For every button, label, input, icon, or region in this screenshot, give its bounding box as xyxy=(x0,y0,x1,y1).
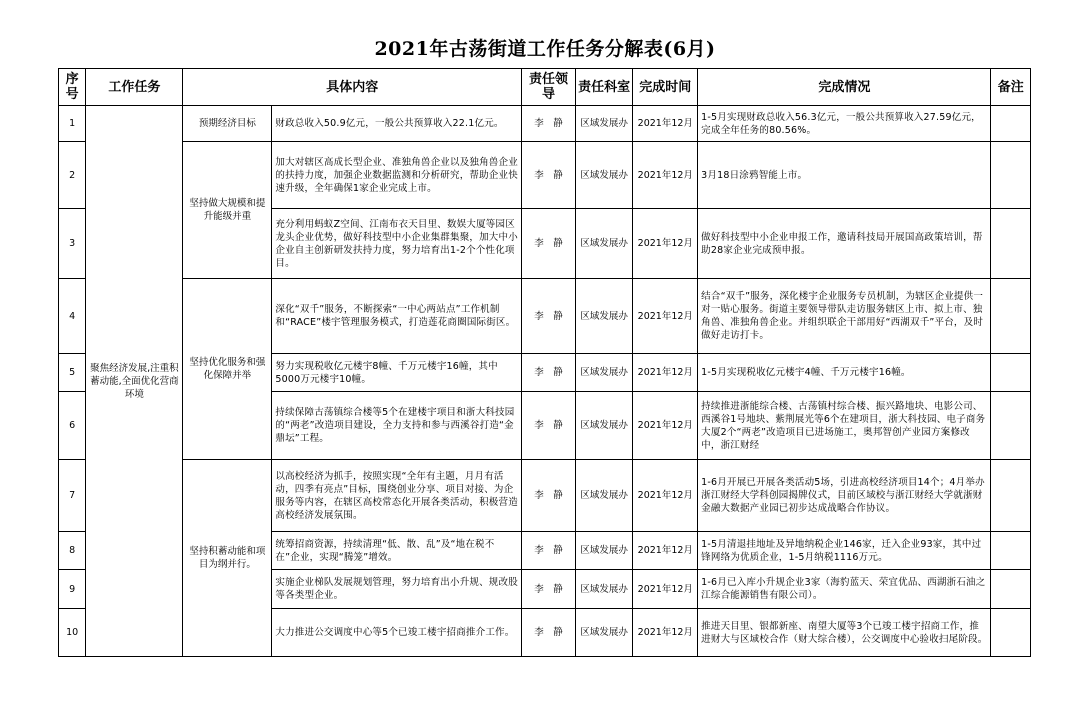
row-status: 持续推进浙能综合楼、古荡镇村综合楼、振兴路地块、电影公司、西溪谷1号地块、紫荆展光等6个在建项目，浙大科技园、电子商务大厦2个“两老”改造项目已进场施工，奥邦智创产业园方案修改中，浙江财经 xyxy=(698,392,991,460)
row-remark xyxy=(991,106,1031,142)
row-dept: 区域发展办 xyxy=(575,609,633,657)
row-seq: 4 xyxy=(59,279,86,354)
row-dept: 区域发展办 xyxy=(575,460,633,532)
header-remark: 备注 xyxy=(991,69,1031,106)
row-time: 2021年12月 xyxy=(633,279,698,354)
header-time: 完成时间 xyxy=(633,69,698,106)
header-leader: 责任领导 xyxy=(522,69,576,106)
row-status: 1-5月实现税收亿元楼宇4幢、千万元楼宇16幢。 xyxy=(698,354,991,392)
header-content: 具体内容 xyxy=(183,69,522,106)
row-content: 以高校经济为抓手，按照实现“全年有主题，月月有活动，四季有亮点”目标，围绕创业分享、项目对接、为企服务等内容，在辖区高校常态化开展各类活动，积极营造高校经济发展氛围。 xyxy=(272,460,522,532)
row-content: 充分利用蚂蚁Z空间、江南布衣天目里、数娱大厦等园区龙头企业优势，做好科技型中小企业集群集聚，加大中小企业自主创新研发扶持力度，努力培育出1-2个个性化项目。 xyxy=(272,209,522,279)
row-dept: 区域发展办 xyxy=(575,279,633,354)
row-status: 3月18日涂鸦智能上市。 xyxy=(698,142,991,209)
row-time: 2021年12月 xyxy=(633,142,698,209)
row-seq: 1 xyxy=(59,106,86,142)
row-dept: 区域发展办 xyxy=(575,392,633,460)
row-leader: 李 静 xyxy=(522,570,576,609)
row-remark xyxy=(991,354,1031,392)
row-content: 努力实现税收亿元楼宇8幢、千万元楼宇16幢，其中5000万元楼宇10幢。 xyxy=(272,354,522,392)
row-content: 深化“双千”服务，不断探索“一中心两站点”工作机制和“RACE”楼宇管理服务模式，打造莲花商圈国际街区。 xyxy=(272,279,522,354)
row-time: 2021年12月 xyxy=(633,532,698,570)
row-seq: 8 xyxy=(59,532,86,570)
row-seq: 9 xyxy=(59,570,86,609)
row-dept: 区域发展办 xyxy=(575,532,633,570)
row-remark xyxy=(991,279,1031,354)
row-leader: 李 静 xyxy=(522,354,576,392)
row-time: 2021年12月 xyxy=(633,354,698,392)
row-status: 推进天目里、银都新座、南望大厦等3个已竣工楼宇招商工作，推进财大与区域校合作（财大综合楼），公交调度中心验收扫尾阶段。 xyxy=(698,609,991,657)
row-leader: 李 静 xyxy=(522,532,576,570)
subtask-cell: 坚持优化服务和强化保障并举 xyxy=(183,279,272,460)
row-content: 统筹招商资源，持续清理“低、散、乱”及“地在税不在”企业，实现“腾笼”增效。 xyxy=(272,532,522,570)
row-leader: 李 静 xyxy=(522,209,576,279)
row-dept: 区域发展办 xyxy=(575,142,633,209)
row-remark xyxy=(991,460,1031,532)
row-time: 2021年12月 xyxy=(633,609,698,657)
row-status: 1-5月实现财政总收入56.3亿元，一般公共预算收入27.59亿元，完成全年任务的80.56%。 xyxy=(698,106,991,142)
subtask-cell: 预期经济目标 xyxy=(183,106,272,142)
row-remark xyxy=(991,532,1031,570)
header-task: 工作任务 xyxy=(86,69,183,106)
row-content: 大力推进公交调度中心等5个已竣工楼宇招商推介工作。 xyxy=(272,609,522,657)
row-content: 实施企业梯队发展规划管理，努力培育出小升规、规改股等各类型企业。 xyxy=(272,570,522,609)
row-seq: 2 xyxy=(59,142,86,209)
page-title: 2021年古荡街道工作任务分解表(6月) xyxy=(374,38,716,60)
row-remark xyxy=(991,570,1031,609)
row-time: 2021年12月 xyxy=(633,209,698,279)
header-seq: 序号 xyxy=(59,69,86,106)
table-row xyxy=(59,279,1031,354)
subtask-cell: 坚持做大规模和提升能级并重 xyxy=(183,142,272,279)
row-content: 财政总收入50.9亿元，一般公共预算收入22.1亿元。 xyxy=(272,106,522,142)
row-content: 持续保障古荡镇综合楼等5个在建楼宇项目和浙大科技园的“两老”改造项目建设，全力支持和参与西溪谷打造“金鼎坛”工程。 xyxy=(272,392,522,460)
row-seq: 3 xyxy=(59,209,86,279)
row-leader: 李 静 xyxy=(522,392,576,460)
row-content: 加大对辖区高成长型企业、准独角兽企业以及独角兽企业的扶持力度，加强企业数据监测和分析研究，帮助企业快速升级，全年确保1家企业完成上市。 xyxy=(272,142,522,209)
row-time: 2021年12月 xyxy=(633,106,698,142)
row-leader: 李 静 xyxy=(522,142,576,209)
row-leader: 李 静 xyxy=(522,106,576,142)
subtask-cell: 坚持积蓄动能和项目为纲并行。 xyxy=(183,460,272,657)
header-row xyxy=(59,69,1031,106)
row-dept: 区域发展办 xyxy=(575,106,633,142)
row-leader: 李 静 xyxy=(522,460,576,532)
row-dept: 区域发展办 xyxy=(575,209,633,279)
header-status: 完成情况 xyxy=(698,69,991,106)
main-task-cell: 聚焦经济发展,注重积蓄动能,全面优化营商环境 xyxy=(86,106,183,657)
header-dept: 责任科室 xyxy=(575,69,633,106)
row-seq: 7 xyxy=(59,460,86,532)
table-row xyxy=(59,142,1031,209)
row-status: 1-6月已入库小升规企业3家（海豹蓝天、荣宜优品、西湖浙石油之江综合能源销售有限公司）。 xyxy=(698,570,991,609)
row-seq: 10 xyxy=(59,609,86,657)
row-dept: 区域发展办 xyxy=(575,570,633,609)
row-time: 2021年12月 xyxy=(633,392,698,460)
table-row xyxy=(59,106,1031,142)
table-row xyxy=(59,460,1031,532)
task-table xyxy=(58,68,1031,657)
row-status: 做好科技型中小企业申报工作，邀请科技局开展国高政策培训，帮助28家企业完成预申报。 xyxy=(698,209,991,279)
row-seq: 6 xyxy=(59,392,86,460)
row-status: 结合“双千”服务，深化楼宇企业服务专员机制，为辖区企业提供一对一贴心服务。街道主要领导带队走访服务辖区上市、拟上市、独角兽、准独角兽企业。并组织联企干部用好“西湖双千”平台，及时做好走访打卡。 xyxy=(698,279,991,354)
row-remark xyxy=(991,209,1031,279)
row-leader: 李 静 xyxy=(522,609,576,657)
row-status: 1-5月清退挂地址及异地纳税企业146家，迁入企业93家，其中过锋网络为优质企业，1-5月纳税1116万元。 xyxy=(698,532,991,570)
row-time: 2021年12月 xyxy=(633,570,698,609)
row-seq: 5 xyxy=(59,354,86,392)
row-leader: 李 静 xyxy=(522,279,576,354)
row-status: 1-6月开展已开展各类活动5场，引进高校经济项目14个；4月举办浙江财经大学科创园揭牌仪式，目前区域校与浙江财经大学就浙财金融大数据产业园已初步达成战略合作协议。 xyxy=(698,460,991,532)
row-dept: 区域发展办 xyxy=(575,354,633,392)
row-remark xyxy=(991,142,1031,209)
row-remark xyxy=(991,609,1031,657)
row-time: 2021年12月 xyxy=(633,460,698,532)
row-remark xyxy=(991,392,1031,460)
